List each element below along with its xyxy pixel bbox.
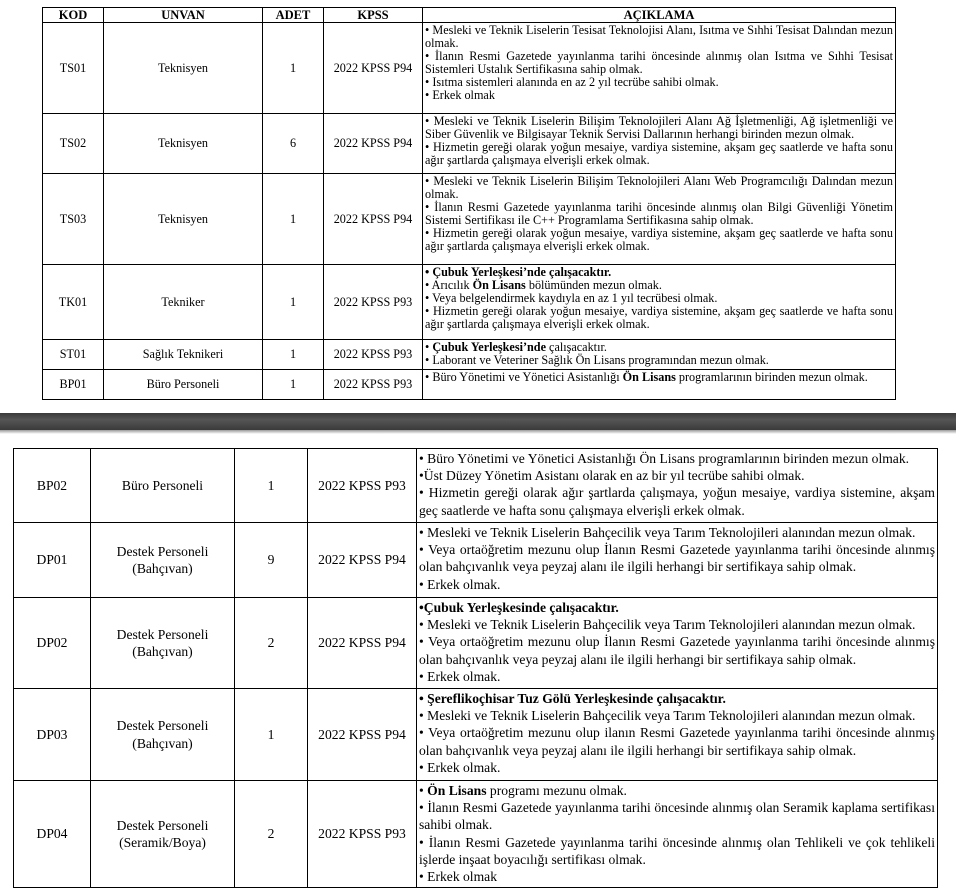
- header-kod: KOD: [43, 8, 104, 23]
- cell-aciklama: [423, 265, 896, 340]
- requirement-line: • Büro Yönetimi ve Yönetici Asistanlığı Ön Lisans programlarının birinden mezun olmak.: [419, 451, 910, 466]
- requirement-line: • Erkek olmak.: [419, 576, 501, 592]
- requirement-text: • Arıcılık: [425, 278, 473, 292]
- cell-kod: ST01: [43, 340, 104, 370]
- requirement-line: • Mesleki ve Teknik Liselerin Bahçecilik veya Tarım Teknolojileri alanından mezun olmak.: [419, 525, 916, 540]
- requirement-line: [425, 371, 893, 384]
- cell-adet: 9: [235, 523, 308, 598]
- table-row: [43, 265, 896, 340]
- cell-kpss: 2022 KPSS P94: [308, 689, 417, 781]
- requirement-emphasis: Ön Lisans: [472, 278, 526, 292]
- cell-kpss: 2022 KPSS P93: [308, 781, 417, 888]
- table-row: [14, 781, 938, 888]
- cell-kod: TS02: [43, 114, 104, 174]
- cell-aciklama: [417, 449, 938, 523]
- table-row: [14, 598, 938, 689]
- cell-kpss: 2022 KPSS P94: [324, 23, 423, 114]
- cell-kpss: 2022 KPSS P94: [308, 523, 417, 598]
- cell-aciklama: [423, 23, 896, 114]
- cell-aciklama: [423, 370, 896, 400]
- requirement-line: • Hizmetin gereği olarak yoğun mesaiye, vardiya sistemine, akşam geç saatlerde ve hafta sonu ağır şartlarda çalışmaya elverişli erkek olmak.: [425, 226, 893, 253]
- cell-aciklama: [423, 340, 896, 370]
- divider-shadow: [0, 430, 956, 434]
- cell-unvan: Destek Personeli (Bahçıvan): [91, 689, 235, 781]
- requirement-line: • Veya ortaöğretim mezunu olup İlanın Resmi Gazetede yayınlanma tarihi öncesinde alınmış olan bahçıvanlık veya peyzaj alanı ile ilgili herhangi bir sertifikaya sahip olmak.: [419, 542, 935, 575]
- requirement-line: • Erkek olmak: [419, 869, 497, 885]
- requirement-text: programı mezunu olmak.: [486, 783, 627, 798]
- positions-table-bottom: [13, 448, 938, 888]
- header-adet: ADET: [263, 8, 324, 23]
- cell-aciklama: [423, 174, 896, 265]
- requirement-line: • Erkek olmak: [425, 88, 495, 102]
- requirement-line: • Erkek olmak.: [419, 759, 501, 775]
- requirement-line: • İlanın Resmi Gazetede yayınlanma tarihi öncesinde alınmış olan Bilgi Güvenliği Yönetim Sistemi Sertifikası ile C++ Programlama Sertifikasına sahip olmak.: [425, 200, 893, 227]
- cell-aciklama: [417, 689, 938, 781]
- requirement-line: [419, 782, 935, 799]
- cell-unvan: Büro Personeli: [91, 449, 235, 523]
- header-aciklama: AÇIKLAMA: [423, 8, 896, 23]
- cell-aciklama: [417, 523, 938, 598]
- cell-kod: TK01: [43, 265, 104, 340]
- requirement-emphasis: Ön Lisans: [622, 370, 676, 384]
- cell-kod: DP02: [14, 598, 91, 689]
- requirement-emphasis: Ön Lisans: [427, 783, 487, 798]
- table-row: [43, 174, 896, 265]
- cell-kpss: 2022 KPSS P93: [324, 265, 423, 340]
- requirement-text: •: [419, 783, 428, 798]
- requirement-line: • Veya belgelendirmek kaydıyla en az 1 yıl tecrübesi olmak.: [425, 291, 718, 305]
- requirement-line: • İlanın Resmi Gazetede yayınlanma tarihi öncesinde alınmış olan Tehlikeli ve çok tehlikeli işlerde inşaat boyacılığı sertifikası olmak.: [419, 834, 935, 867]
- requirement-text: programlarının birinden mezun olmak.: [675, 370, 868, 384]
- cell-adet: 2: [235, 781, 308, 888]
- table-row: [14, 523, 938, 598]
- cell-aciklama: [423, 114, 896, 174]
- cell-kpss: 2022 KPSS P94: [324, 114, 423, 174]
- cell-adet: 1: [235, 689, 308, 781]
- cell-unvan: Destek Personeli (Seramik/Boya): [91, 781, 235, 888]
- cell-kod: TS03: [43, 174, 104, 265]
- requirement-line: • Çubuk Yerleşkesi’nde çalışacaktır.: [425, 265, 612, 279]
- requirement-text: bölümünden mezun olmak.: [525, 278, 662, 292]
- cell-kod: DP04: [14, 781, 91, 888]
- cell-adet: 1: [263, 340, 324, 370]
- table-row: [14, 449, 938, 523]
- positions-table-top: [42, 7, 896, 400]
- requirement-line: • Hizmetin gereği olarak ağır şartlarda çalışmaya, yoğun mesaiye, vardiya sistemine, akşam geç saatlerde ve hafta sonu çalışmaya elverişli erkek olmak.: [419, 485, 935, 518]
- cell-adet: 1: [263, 23, 324, 114]
- header-unvan: UNVAN: [104, 8, 263, 23]
- table-row: [43, 23, 896, 114]
- requirement-line: • Veya ortaöğretim mezunu olup İlanın Resmi Gazetede yayınlanma tarihi öncesinde alınmış olan bahçıvanlık veya peyzaj alanı ile ilgili herhangi bir sertifikaya sahip olmak.: [419, 634, 935, 667]
- table-row: [14, 689, 938, 781]
- table-row: [43, 370, 896, 400]
- requirement-line: • Mesleki ve Teknik Liselerin Bahçecilik veya Tarım Teknolojileri alanından mezun olmak.: [419, 708, 916, 724]
- cell-adet: 1: [235, 449, 308, 523]
- table-row: [43, 114, 896, 174]
- requirement-line: • Mesleki ve Teknik Liselerin Bilişim Teknolojileri Alanı Ağ İşletmenliği, Ağ işletmenliği ve Siber Güvenlik ve Bilgisayar Teknik Servisi Dallarının herhangi birinden mezun olmak.: [425, 114, 893, 141]
- cell-adet: 6: [263, 114, 324, 174]
- cell-unvan: Teknisyen: [104, 114, 263, 174]
- section-divider: [0, 413, 956, 430]
- cell-kpss: 2022 KPSS P94: [308, 598, 417, 689]
- cell-unvan: Sağlık Teknikeri: [104, 340, 263, 370]
- cell-kod: DP01: [14, 523, 91, 598]
- header-kpss: KPSS: [324, 8, 423, 23]
- requirement-line: •Üst Düzey Yönetim Asistanı olarak en az bir yıl tecrübe sahibi olmak.: [419, 468, 805, 484]
- requirement-line: • Isıtma sistemleri alanında en az 2 yıl tecrübe sahibi olmak.: [425, 75, 719, 89]
- cell-adet: 1: [263, 174, 324, 265]
- table-row: [43, 340, 896, 370]
- requirement-line: • İlanın Resmi Gazetede yayınlanma tarihi öncesinde alınmış olan Seramik kaplama sertifikası sahibi olmak.: [419, 800, 935, 833]
- cell-unvan: Destek Personeli (Bahçıvan): [91, 523, 235, 598]
- cell-adet: 2: [235, 598, 308, 689]
- cell-unvan: Teknisyen: [104, 23, 263, 114]
- requirement-line: • Şereflikoçhisar Tuz Gölü Yerleşkesinde çalışacaktır.: [419, 691, 726, 706]
- requirement-text: • Büro Yönetimi ve Yönetici Asistanlığı: [425, 370, 623, 384]
- cell-kpss: 2022 KPSS P93: [324, 370, 423, 400]
- requirement-line: • İlanın Resmi Gazetede yayınlanma tarihi öncesinde alınmış olan Isıtma ve Sıhhi Tesisat Sistemleri Ustalık Sertifikasına sahip olmak.: [425, 49, 893, 76]
- requirement-line: • Hizmetin gereği olarak yoğun mesaiye, vardiya sistemine, akşam geç saatlerde ve hafta sonu ağır şartlarda çalışmaya elverişli erkek olmak.: [425, 140, 893, 167]
- cell-unvan: Tekniker: [104, 265, 263, 340]
- requirement-line: •Çubuk Yerleşkesinde çalışacaktır.: [419, 600, 619, 615]
- cell-kod: TS01: [43, 23, 104, 114]
- cell-kpss: 2022 KPSS P93: [308, 449, 417, 523]
- requirement-emphasis: Çubuk Yerleşkesi’nde: [432, 340, 546, 354]
- cell-unvan: Büro Personeli: [104, 370, 263, 400]
- requirement-text: •: [425, 340, 433, 354]
- cell-unvan: Teknisyen: [104, 174, 263, 265]
- requirement-line: • Mesleki ve Teknik Liselerin Bahçecilik veya Tarım Teknolojileri alanından mezun olmak.: [419, 617, 916, 633]
- requirement-line: • Laborant ve Veteriner Sağlık Ön Lisans programından mezun olmak.: [425, 353, 769, 367]
- cell-kpss: 2022 KPSS P94: [324, 174, 423, 265]
- table-body-top: [43, 23, 896, 400]
- cell-adet: 1: [263, 370, 324, 400]
- requirement-line: • Veya ortaöğretim mezunu olup ilanın Resmi Gazetede yayınlanma tarihi öncesinde alınmış olan bahçıvanlık veya peyzaj alanı ile ilgili herhangi bir sertifikaya sahip olmak.: [419, 725, 935, 758]
- requirement-line: • Mesleki ve Teknik Liselerin Bilişim Teknolojileri Alanı Web Programcılığı Dalından mezun olmak.: [425, 174, 893, 201]
- requirement-line: • Hizmetin gereği olarak yoğun mesaiye, vardiya sistemine, akşam geç saatlerde ve hafta sonu ağır şartlarda çalışmaya elverişli erkek olmak.: [425, 304, 893, 331]
- table-body-bottom: [14, 449, 938, 888]
- cell-kod: DP03: [14, 689, 91, 781]
- cell-kod: BP01: [43, 370, 104, 400]
- cell-adet: 1: [263, 265, 324, 340]
- cell-kpss: 2022 KPSS P93: [324, 340, 423, 370]
- requirement-line: • Erkek olmak.: [419, 668, 501, 684]
- header-row: [43, 8, 896, 23]
- cell-kod: BP02: [14, 449, 91, 523]
- cell-unvan: Destek Personeli (Bahçıvan): [91, 598, 235, 689]
- requirement-text: çalışacaktır.: [545, 340, 607, 354]
- requirement-line: • Mesleki ve Teknik Liselerin Tesisat Teknolojisi Alanı, Isıtma ve Sıhhi Tesisat Dalından mezun olmak.: [425, 23, 893, 50]
- cell-aciklama: [417, 781, 938, 888]
- cell-aciklama: [417, 598, 938, 689]
